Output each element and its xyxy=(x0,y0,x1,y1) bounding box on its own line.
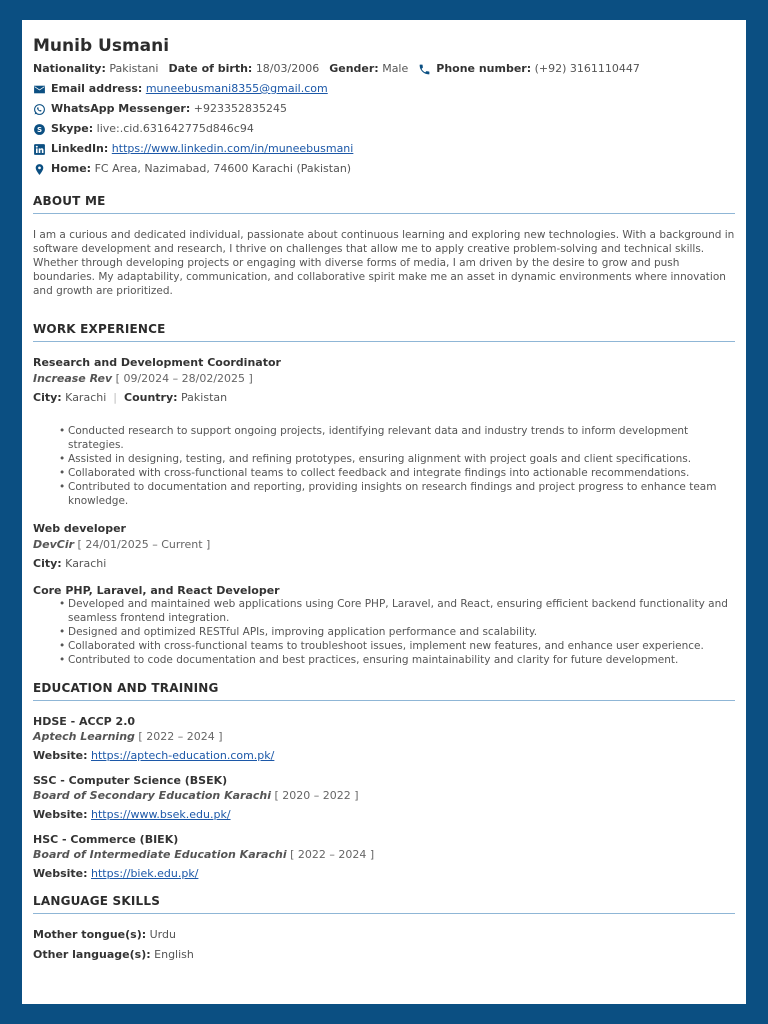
email-label: Email address: xyxy=(51,82,143,95)
skype-value: live:.cid.631642775d846c94 xyxy=(96,122,254,135)
job-entry xyxy=(33,522,735,667)
personal-info-row xyxy=(33,62,735,76)
other-language-value: English xyxy=(154,948,194,961)
job-bullets xyxy=(33,424,735,508)
email-icon xyxy=(33,83,48,96)
languages-heading: LANGUAGE SKILLS xyxy=(33,894,735,914)
email-link[interactable]: muneebusmani8355@gmail.com xyxy=(145,82,328,95)
degree-title: HDSE - ACCP 2.0 xyxy=(33,715,136,728)
skype-icon xyxy=(33,123,48,136)
svg-text:S: S xyxy=(36,124,43,134)
gender-value: Male xyxy=(382,62,409,75)
list-item: • Designed and optimized RESTful APIs, improving application performance and scalability. xyxy=(59,625,735,639)
other-language-row xyxy=(33,948,735,961)
education-dates: [ 2022 – 2024 ] xyxy=(290,848,375,861)
skype-row xyxy=(33,122,735,136)
website-label: Website: xyxy=(33,867,88,880)
city-value: Karachi xyxy=(65,391,107,404)
whatsapp-icon xyxy=(33,103,48,116)
email-row xyxy=(33,82,735,96)
phone-value: (+92) 3161110447 xyxy=(534,62,640,75)
list-item: • Developed and maintained web applications using Core PHP, Laravel, and React, ensuring efficient backend functionality and seamless frontend integration. xyxy=(59,597,735,625)
job-company: DevCir xyxy=(33,538,75,551)
job-dates: [ 09/2024 – 28/02/2025 ] xyxy=(115,372,253,385)
city-label: City: xyxy=(33,391,62,404)
mother-tongue-row xyxy=(33,928,735,941)
skype-label: Skype: xyxy=(51,122,94,135)
list-item: • Collaborated with cross-functional teams to collect feedback and integrate findings into actionable recommendations. xyxy=(59,466,735,480)
website-link[interactable]: https://aptech-education.com.pk/ xyxy=(91,749,275,762)
website-row xyxy=(33,867,735,880)
education-dates: [ 2022 – 2024 ] xyxy=(138,730,223,743)
list-item: • Conducted research to support ongoing projects, identifying relevant data and industry trends to inform development strategies. xyxy=(59,424,735,452)
city-value: Karachi xyxy=(65,557,107,570)
nationality-value: Pakistani xyxy=(109,62,159,75)
nationality-label: Nationality: xyxy=(33,62,106,75)
job-title: Research and Development Coordinator xyxy=(33,356,281,369)
institution: Board of Intermediate Education Karachi xyxy=(33,848,287,861)
work-heading: WORK EXPERIENCE xyxy=(33,322,735,342)
job-dates: [ 24/01/2025 – Current ] xyxy=(77,538,211,551)
location-icon xyxy=(33,163,48,176)
other-language-label: Other language(s): xyxy=(33,948,151,961)
job-company-dates xyxy=(33,372,735,385)
job-title: Web developer xyxy=(33,522,126,535)
home-row xyxy=(33,162,735,176)
education-entry xyxy=(33,715,735,762)
about-heading: ABOUT ME xyxy=(33,194,735,214)
institution-dates xyxy=(33,789,735,802)
degree-title: HSC - Commerce (BIEK) xyxy=(33,833,179,846)
education-entry xyxy=(33,774,735,821)
dob-value: 18/03/2006 xyxy=(255,62,320,75)
city-label: City: xyxy=(33,557,62,570)
list-item: • Contributed to documentation and reporting, providing insights on research findings and project progress to enhance team knowledge. xyxy=(59,480,735,508)
list-item: • Contributed to code documentation and best practices, ensuring maintainability and clarity for future development. xyxy=(59,653,735,667)
institution: Board of Secondary Education Karachi xyxy=(33,789,272,802)
linkedin-link[interactable]: https://www.linkedin.com/in/muneebusmani xyxy=(111,142,354,155)
home-label: Home: xyxy=(51,162,92,175)
job-location xyxy=(33,391,735,404)
whatsapp-row xyxy=(33,102,735,116)
job-company: Increase Rev xyxy=(33,372,113,385)
linkedin-label: LinkedIn: xyxy=(51,142,109,155)
whatsapp-value: +923352835245 xyxy=(193,102,287,115)
website-row xyxy=(33,749,735,762)
country-label: Country: xyxy=(124,391,178,404)
website-link[interactable]: https://www.bsek.edu.pk/ xyxy=(91,808,231,821)
website-link[interactable]: https://biek.edu.pk/ xyxy=(91,867,199,880)
dob-label: Date of birth: xyxy=(168,62,253,75)
institution-dates xyxy=(33,730,735,743)
website-label: Website: xyxy=(33,749,88,762)
institution-dates xyxy=(33,848,735,861)
phone-label: Phone number: xyxy=(436,62,532,75)
job-entry xyxy=(33,356,735,508)
resume-page xyxy=(22,20,746,1004)
country-value: Pakistan xyxy=(181,391,228,404)
education-heading: EDUCATION AND TRAINING xyxy=(33,681,735,701)
job-company-dates xyxy=(33,538,735,551)
mother-tongue-value: Urdu xyxy=(149,928,176,941)
job-subtitle: Core PHP, Laravel, and React Developer xyxy=(33,584,280,597)
about-text: I am a curious and dedicated individual, passionate about continuous learning and exploring new technologies. With a background in software development and research, I thrive on challenges that allow me to apply creative problem-solving and technical skills. Whether through developing projects or engaging with diverse forms of media, I am driven by the desire to grow and push boundaries. My adaptability, communication, and collaborative spirit make me an asset in dynamic environments where innovation and growth are prioritized. xyxy=(33,229,735,297)
job-location xyxy=(33,557,735,570)
mother-tongue-label: Mother tongue(s): xyxy=(33,928,147,941)
person-name: Munib Usmani xyxy=(33,36,170,56)
website-label: Website: xyxy=(33,808,88,821)
top-frame-band xyxy=(0,0,768,20)
website-row xyxy=(33,808,735,821)
education-dates: [ 2020 – 2022 ] xyxy=(274,789,359,802)
list-item: • Assisted in designing, testing, and refining prototypes, ensuring alignment with project goals and client specifications. xyxy=(59,452,735,466)
whatsapp-label: WhatsApp Messenger: xyxy=(51,102,191,115)
gender-label: Gender: xyxy=(329,62,379,75)
education-entry xyxy=(33,833,735,880)
bottom-frame-band xyxy=(0,1004,768,1024)
job-bullets xyxy=(33,597,735,667)
phone-icon xyxy=(418,63,433,76)
linkedin-row xyxy=(33,142,735,156)
degree-title: SSC - Computer Science (BSEK) xyxy=(33,774,228,787)
institution: Aptech Learning xyxy=(33,730,135,743)
linkedin-icon xyxy=(33,143,48,156)
separator: | xyxy=(113,391,117,404)
home-value: FC Area, Nazimabad, 74600 Karachi (Pakistan) xyxy=(94,162,352,175)
list-item: • Collaborated with cross-functional teams to troubleshoot issues, implement new features, and enhance user experience. xyxy=(59,639,735,653)
